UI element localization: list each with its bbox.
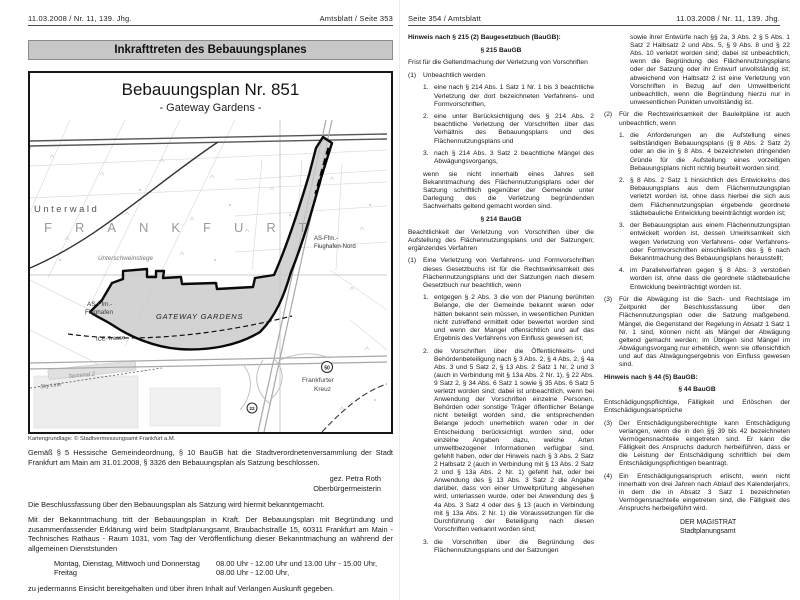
law-section-subtitle: Beachtlichkeit der Verletzung von Vorschriften über die Aufstellung des Flächennutzungsplans und der Satzungen; ergänzendes Verfahren xyxy=(408,228,594,252)
plan-map-title: Bebauungsplan Nr. 851 xyxy=(121,80,300,99)
page-354-content xyxy=(408,0,790,559)
magistrat-signature xyxy=(604,519,790,537)
law-paragraph: (2) Für die Rechtswirksamkeit der Bauleitpläne ist auch unbeachtlich, wenn xyxy=(604,111,790,127)
list-number: 4. xyxy=(619,267,625,275)
map-label-junction-airport-1: AS-Ffm.- xyxy=(87,301,113,308)
paragraph-number: (3) xyxy=(604,419,613,427)
announcement-paragraph: Die Beschlussfassung über den Bebauungsplan als Satzung wird hiermit bekanntgemacht. xyxy=(28,499,325,509)
map-label-city: FRANKFURT xyxy=(44,220,330,235)
header-date: 11.03.2008 / Nr. 11, 139. Jhg. xyxy=(28,14,132,23)
law-list-item: 3. nach § 214 Abs. 3 Satz 2 beachtliche Mängel des Abwägungsvorgangs, xyxy=(423,150,594,166)
page-354-header xyxy=(408,0,780,26)
list-number: 1. xyxy=(619,132,625,140)
inspection-paragraph: zu jedermanns Einsicht bereitgehalten und über ihren Inhalt auf Verlangen Auskunft gegeben. xyxy=(28,583,335,593)
law-list-item: 2. § 8 Abs. 2 Satz 1 hinsichtlich des Entwickelns des Bebauungsplans aus dem Flächennutzungsplan verletzt worden ist, ohne dass hierbei die sich aus dem Flächennutzungsplan ergebende geordnete städtebauliche Entwicklung beeinträchtigt worden ist; xyxy=(619,177,790,217)
paragraph-number: (3) xyxy=(604,296,613,304)
signature-role: Oberbürgermeisterin xyxy=(313,483,381,493)
page-353-header xyxy=(28,0,393,26)
header-page-label: Amtsblatt / Seite 353 xyxy=(319,14,393,23)
law-list-item: 3. die Vorschriften über die Begründung des Flächennutzungsplans und der Satzungen xyxy=(423,538,594,554)
list-number: 3. xyxy=(423,538,429,546)
law-list-item: 1. entgegen § 2 Abs. 3 die von der Planung berührten Belange, die der Gemeinde bekannt waren oder hätten bekannt sein müssen, in wesentlichen Punkten nicht zutreffend ermittelt oder bewertet worden sind und wenn der Mangel offensichtlich und auf das Ergebnis des Verfahrens von Einfluss gewesen ist; xyxy=(423,294,594,342)
law-section-heading: § 44 BauGB xyxy=(678,386,716,394)
road-badge-22 xyxy=(247,403,257,413)
map-label-junction-north-2: Flughafen-Nord xyxy=(314,244,356,250)
map-label-interchange-2: Kreuz xyxy=(314,386,331,393)
schedule-times: 08.00 Uhr - 12.00 Uhr und 13.00 Uhr - 15.00 Uhr, xyxy=(216,558,378,568)
schedule-times: 08.00 Uhr - 12.00 Uhr, xyxy=(216,568,290,578)
signature-block xyxy=(28,474,381,493)
list-number: 3. xyxy=(619,222,625,230)
law-list-item: 3. der Bebauungsplan aus einem Flächennutzungsplan entwickelt worden ist, dessen Unwirksamkeit sich wegen Verletzung von Verfahrens- oder Verfahrens- oder Formvorschriften einschließlich des § 6 nach Bekanntmachung des Bebauungsplans herausstellt; xyxy=(619,222,790,262)
map-label-junction-airport-2: Flughafen xyxy=(85,309,114,316)
magistrat-signature-line1: DER MAGISTRAT xyxy=(680,519,737,527)
city-map xyxy=(30,120,387,432)
gazette-page-354 xyxy=(400,0,800,600)
svg-text:22: 22 xyxy=(249,407,255,413)
plan-map-subtitle: - Gateway Gardens - xyxy=(159,102,262,114)
schedule-days: Freitag xyxy=(54,568,78,578)
paragraph-number: (1) xyxy=(408,257,417,265)
plan-map-figure xyxy=(28,71,393,434)
map-label-plan-area: GATEWAY GARDENS xyxy=(156,312,244,321)
magistrat-signature-line2: Stadtplanungsamt xyxy=(680,528,736,536)
map-label-terminal: Terminal 2 xyxy=(67,371,96,381)
list-number: 2. xyxy=(423,347,429,355)
map-label-interchange-1: Frankfurter xyxy=(302,377,334,384)
law-paragraph: (1) Unbeachtlich werden xyxy=(408,71,486,79)
map-label-junction-north-1: AS-Ffm.- xyxy=(314,236,338,242)
law-list-item: 1. eine nach § 214 Abs. 1 Satz 1 Nr. 1 bis 3 beachtliche Verletzung der dort bezeichneten Verfahrens- und Formvorschriften, xyxy=(423,84,594,108)
paragraph-number: (1) xyxy=(408,71,417,79)
list-number: 2. xyxy=(423,113,429,121)
law-column-1 xyxy=(408,34,594,559)
resolution-paragraph: Gemäß § 5 Hessische Gemeindeordnung, § 10 BauGB hat die Stadtverordnetenversammlung der Stadt Frankfurt am Main am 31.01.2008, § 3326 den Bebauungsplan als Satzung beschlossen. xyxy=(28,448,393,467)
map-label-street: Unterschweinstiege xyxy=(98,255,153,262)
map-label-skyline: Sky Line xyxy=(39,381,62,391)
schedule-row xyxy=(54,559,393,569)
map-label-ice: ICE-Trasse xyxy=(95,335,126,343)
page-353-content xyxy=(28,0,393,594)
announcement-title-bar: Inkrafttreten des Bebauungsplanes xyxy=(28,40,393,60)
map-label-district: Unterwald xyxy=(34,204,100,215)
law-list-item: 1. die Anforderungen an die Aufstellung eines selbständigen Bebauungsplans (§ 8 Abs. 2 Satz 2) oder an die in § 8 Abs. 4 bezeichneten dringenden Gründe für die Aufstellung eines vorzeitigen Bebauungsplans nicht richtig beurteilt worden sind; xyxy=(619,132,790,172)
schedule-days: Montag, Dienstag, Mittwoch und Donnerstag xyxy=(54,558,200,568)
law-notice-heading: Hinweis nach § 215 (2) Baugesetzbuch (BauGB): xyxy=(408,34,561,41)
paragraph-number: (4) xyxy=(604,472,613,480)
list-number: 2. xyxy=(619,177,625,185)
law-section-subtitle: Frist für die Geltendmachung der Verletzung von Vorschriften xyxy=(408,59,588,67)
paragraph-number: (2) xyxy=(604,111,613,119)
map-caption: Kartengrundlage: © Stadtvermessungsamt Frankfurt a.M. xyxy=(28,436,176,442)
law-section-subtitle: Entschädigungspflichtige, Fälligkeit und Erlöschen der Entschädigungsansprüche xyxy=(604,398,790,414)
law-paragraph: (3) Für die Abwägung ist die Sach- und Rechtslage im Zeitpunkt der Beschlussfassung über den Flächennutzungsplan oder die Satzung maßgebend. Mängel, die Gegenstand der Regelung in Absatz 1 Satz 1 Nr. 1 sind, können nicht als Mängel der Abwägung geltend gemacht werden; im Übrigen sind Mängel im Abwägungsvorgang nur erheblich, wenn sie offensichtlich und auf das Abwägungsergebnis von Einfluss gewesen sind. xyxy=(604,296,790,369)
svg-text:50: 50 xyxy=(324,365,330,372)
list-number: 1. xyxy=(423,84,429,92)
header-date: 11.03.2008 / Nr. 11, 139. Jhg. xyxy=(676,14,780,23)
law-paragraph: (3) Der Entschädigungsberechtigte kann Entschädigung verlangen, wenn die in den §§ 39 bis 42 bezeichneten Vermögensnachteile eingetreten sind. Er kann die Fälligkeit des Anspruchs dadurch herbeiführen, dass er die Leistung der Entschädigung schriftlich bei dem Entschädigungspflichtigen beantragt. xyxy=(604,419,790,468)
list-number: 3. xyxy=(423,150,429,158)
law-list-item: 4. im Parallelverfahren gegen § 8 Abs. 3 verstoßen worden ist, ohne dass die geordnete städtebauliche Entwicklung beeinträchtigt worden ist. xyxy=(619,267,790,291)
road-badge-50 xyxy=(322,362,333,373)
law-paragraph: (1) Eine Verletzung von Verfahrens- und Formvorschriften dieses Gesetzbuchs ist für die Rechtswirksamkeit des Flächennutzungsplans und der Satzungen nach diesem Gesetzbuch nur beachtlich, wenn xyxy=(408,257,594,289)
signature-name: gez. Petra Roth xyxy=(329,474,381,484)
list-number: 1. xyxy=(423,294,429,302)
header-page-label: Seite 354 / Amtsblatt xyxy=(408,14,481,23)
law-section-heading: § 214 BauGB xyxy=(480,215,522,223)
law-paragraph: (4) Ein Entschädigungsanspruch erlischt, wenn nicht innerhalb von drei Jahren nach Ablauf des Kalenderjahrs, in dem die in Absatz 3 Satz 1 bezeichneten Vermögensnachteile eingetreten sind, die Fälligkeit des Anspruchs herbeigeführt wird. xyxy=(604,472,790,513)
law-text-columns xyxy=(408,34,790,559)
law-section-heading: § 215 BauGB xyxy=(480,46,522,54)
law-column-2 xyxy=(604,34,790,559)
law-list-item: 2. eine unter Berücksichtigung des § 214 Abs. 2 beachtliche Verletzung der Vorschriften über das Verhältnis des Bebauungsplans und des Flächennutzungsplans und xyxy=(423,113,594,145)
law-paragraph-continuation: wenn sie nicht innerhalb eines Jahres seit Bekanntmachung des Flächennutzungsplans oder der Satzung schriftlich gegenüber der Gemeinde unter Darlegung des die Verletzung begründenden Sachverhalts geltend gemacht worden sind. xyxy=(423,170,594,211)
law-notice-heading: Hinweis nach § 44 (5) BauGB: xyxy=(604,373,698,381)
schedule-row xyxy=(54,568,393,578)
law-list-item: 2. die Vorschriften über die Öffentlichkeits- und Behördenbeteiligung nach § 3 Abs. 2, § 4 Abs. 2, § 4a Abs. 3 und 5 Satz 2, § 13 Abs. 2 Satz 1 Nr. 2 und 3 (auch in Verbindung mit § 13a Abs. 2 Nr. 1), § 22 Abs. 9 Satz 2, § 34 Abs. 6 Satz 1 sowie § 35 Abs. 6 Satz 5 verletzt worden sind; dabei ist unbeachtlich, wenn bei Anwendung der Vorschriften einzelne Personen, Behörden oder sonstige Träger öffentlicher Belange nicht beteiligt worden sind, die entsprechenden Belange jedoch unerheblich waren oder in der Entscheidung berücksichtigt worden sind, oder einzelne Angaben dazu, welche Arten umweltbezogener Informationen verfügbar sind, gefehlt haben, oder der Hinweis nach § 3 Abs. 2 Satz 2 Halbsatz 2 (auch in Verbindung mit § 13 Abs. 2 Satz 2 und § 13a Abs. 2 Nr. 1) gefehlt hat, oder bei Anwendung des § 13 Abs. 3 Satz 2 die Angabe darüber, dass von einer Umweltprüfung abgesehen wird, unterlassen wurde, oder bei Anwendung des § 4a Abs. 3 Satz 4 oder des § 13 (auch in Verbindung mit § 13a Abs. 2 Nr. 1) die Voraussetzungen für die Durchführung der Beteiligung nach diesen Vorschriften verkannt worden sind; xyxy=(423,347,594,533)
effectiveness-paragraph: Mit der Bekanntmachung tritt der Bebauungsplan in Kraft. Der Bebauungsplan mit Begründung und zusammenfassender Erklärung wird beim Stadtplanungsamt, Braubachstraße 15, 60311 Frankfurt am Main - Technisches Rathaus - Raum 1031, vom Tag der Veröffentlichung dieser Bekanntmachung an während der allgemeinen Dienststunden xyxy=(28,515,393,553)
law-list-continuation: sowie ihrer Entwürfe nach §§ 2a, 3 Abs. 2 § 5 Abs. 1 Satz 2 Halbsatz 2 und Abs. 5, § 9 Abs. 8 und § 22 Abs. 10 verletzt worden sind; dabei ist unbeachtlich, wenn die Begründung des Flächennutzungsplans oder der Satzung oder ihr Entwurf unvollständig ist; abweichend von Halbsatz 2 ist eine Verletzung von Vorschriften in Bezug auf den Umweltbericht unbeachtlich, wenn die Begründung hierzu nur in unwesentlichen Punkten unvollständig ist. xyxy=(630,34,790,106)
opening-hours xyxy=(54,559,393,578)
